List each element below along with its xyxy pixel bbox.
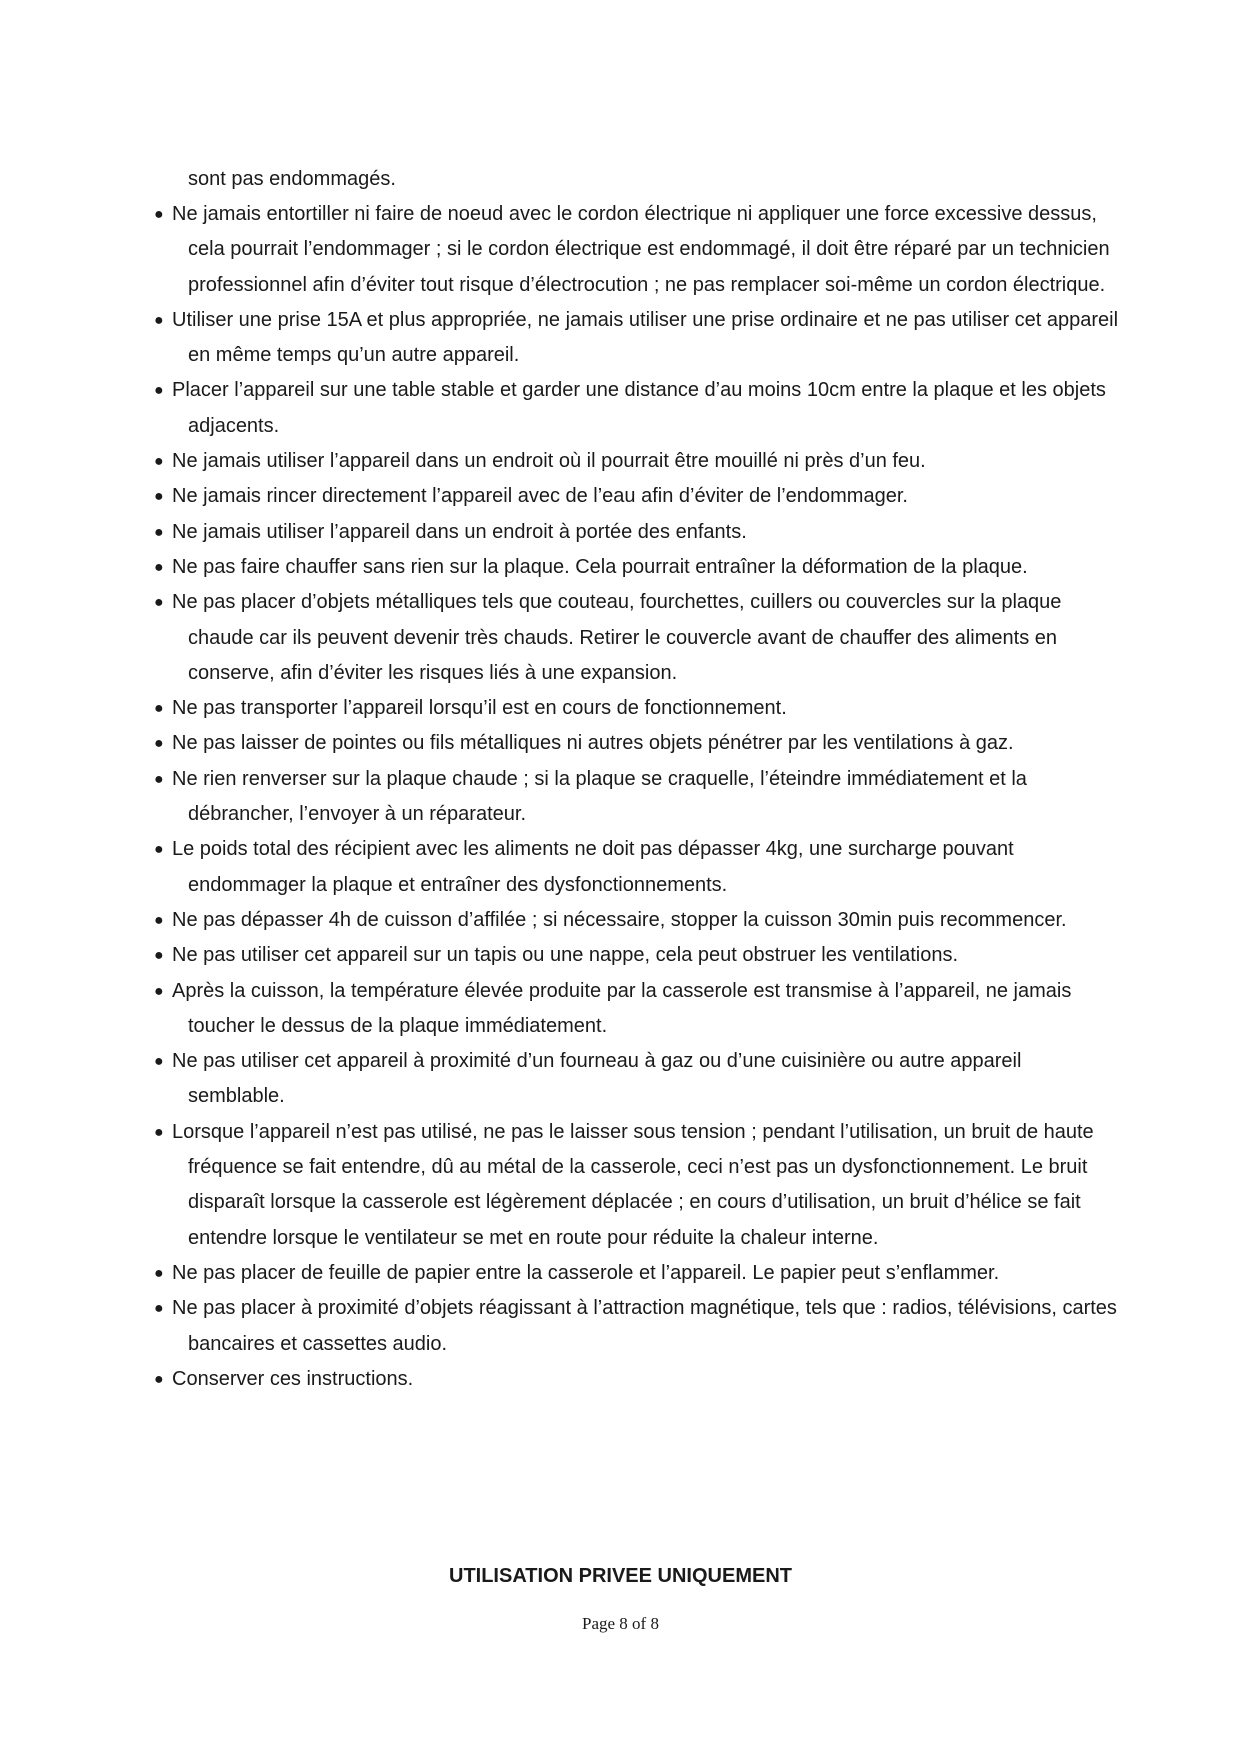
list-item	[150, 1044, 1120, 1115]
list-item	[150, 974, 1120, 1045]
list-item-text: Ne jamais entortiller ni faire de noeud avec le cordon électrique ni appliquer une force excessive dessus, cela pourrait l’endommager ; si le cordon électrique est endommagé, il doit être réparé par un technicien professionnel afin d’éviter tout risque d’électrocution ; ne pas remplacer soi-même un cordon électrique.	[172, 203, 1110, 296]
footer-title: UTILISATION PRIVEE UNIQUEMENT	[449, 1565, 792, 1587]
bullet-icon: ●	[154, 911, 164, 929]
bullet-icon: ●	[154, 311, 164, 329]
list-item-text: Ne pas faire chauffer sans rien sur la plaque. Cela pourrait entraîner la déformation de la plaque.	[172, 555, 1028, 578]
list-item-text: Ne pas dépasser 4h de cuisson d’affilée ; si nécessaire, stopper la cuisson 30min puis recommencer.	[172, 908, 1067, 931]
list-item	[150, 1362, 1120, 1397]
bullet-icon: ●	[154, 947, 164, 965]
bullet-icon: ●	[154, 558, 164, 576]
bullet-icon: ●	[154, 841, 164, 859]
list-item	[150, 303, 1120, 374]
list-item	[150, 479, 1120, 514]
list-item	[150, 373, 1120, 444]
bullet-icon: ●	[154, 1123, 164, 1141]
bullet-icon: ●	[154, 594, 164, 612]
list-item-text: Ne jamais rincer directement l’appareil avec de l’eau afin d’éviter de l’endommager.	[172, 485, 908, 508]
list-item-text: Ne jamais utiliser l’appareil dans un endroit où il pourrait être mouillé ni près d’un feu.	[172, 450, 926, 473]
list-item-text: Ne jamais utiliser l’appareil dans un endroit à portée des enfants.	[172, 520, 747, 543]
list-item-text: Utiliser une prise 15A et plus appropriée, ne jamais utiliser une prise ordinaire et ne pas utiliser cet appareil en même temps qu’un autre appareil.	[172, 308, 1119, 367]
list-item-text: Ne pas utiliser cet appareil à proximité d’un fourneau à gaz ou d’une cuisinière ou autre appareil semblable.	[172, 1050, 1022, 1108]
bullet-icon: ●	[154, 1370, 164, 1388]
list-item-text: Le poids total des récipient avec les aliments ne doit pas dépasser 4kg, une surcharge pouvant endommager la plaque et entraîner des dysfonctionnements.	[172, 838, 1014, 896]
bullet-icon: ●	[154, 488, 164, 506]
bullet-icon: ●	[154, 206, 164, 223]
list-item-text: Après la cuisson, la température élevée produite par la casserole est transmise à l’appareil, ne jamais toucher le dessus de la plaque immédiatement.	[172, 979, 1072, 1037]
list-item-text: Placer l’appareil sur une table stable et garder une distance d’au moins 10cm entre la plaque et les objets adjacents.	[172, 379, 1106, 437]
list-item	[150, 1115, 1120, 1256]
bullet-icon: ●	[154, 1053, 164, 1071]
list-item-text: Ne pas utiliser cet appareil sur un tapis ou une nappe, cela peut obstruer les ventilations.	[172, 944, 959, 967]
bullet-icon: ●	[154, 735, 164, 753]
list-item	[150, 444, 1120, 479]
list-item-text: Ne rien renverser sur la plaque chaude ; si la plaque se craquelle, l’éteindre immédiatement et la débrancher, l’envoyer à un réparateur.	[172, 767, 1027, 826]
list-item	[150, 1256, 1120, 1291]
list-item-text: Ne pas transporter l’appareil lorsqu’il est en cours de fonctionnement.	[172, 697, 787, 720]
bullet-icon: ●	[154, 1300, 164, 1318]
bullet-icon: ●	[154, 770, 164, 788]
list-item	[150, 938, 1120, 973]
list-item	[150, 585, 1120, 691]
list-item	[150, 550, 1120, 585]
bullet-icon: ●	[154, 523, 164, 541]
page-number: Page 8 of 8	[582, 1614, 659, 1633]
list-item	[150, 1291, 1120, 1362]
list-item-text: Ne pas placer d’objets métalliques tels que couteau, fourchettes, cuillers ou couvercles sur la plaque chaude car ils peuvent devenir très chauds. Retirer le couvercle avant de chauffer des aliments en conserve, afin d’éviter les risques liés à une expansion.	[172, 591, 1062, 684]
list-item-text: Conserver ces instructions.	[172, 1367, 414, 1390]
bullet-icon: ●	[154, 453, 164, 471]
list-item	[150, 832, 1120, 903]
bullet-icon: ●	[154, 1264, 164, 1282]
list-item-text: Ne pas laisser de pointes ou fils métalliques ni autres objets pénétrer par les ventilations à gaz.	[172, 732, 1014, 755]
safety-instructions-list	[150, 197, 1120, 1397]
list-item	[150, 762, 1120, 833]
bullet-icon: ●	[154, 700, 164, 718]
list-item	[150, 691, 1120, 726]
bullet-icon: ●	[154, 982, 164, 1000]
list-item	[150, 515, 1120, 550]
list-item-text: Ne pas placer de feuille de papier entre la casserole et l’appareil. Le papier peut s’enflammer.	[172, 1261, 1000, 1284]
list-item	[150, 903, 1120, 938]
bullet-icon: ●	[154, 382, 164, 400]
list-item-text: Lorsque l’appareil n’est pas utilisé, ne pas le laisser sous tension ; pendant l’utilisation, un bruit de haute fréquence se fait entendre, dû au métal de la casserole, ceci n’est pas un dysfonctionnement. Le bruit disparaît lorsque la casserole est légèrement déplacée ; en cours d’utilisation, un bruit d’hélice se fait entendre lorsque le ventilateur se met en route pour réduite la chaleur interne.	[172, 1120, 1094, 1249]
continued-text: sont pas endommagés.	[188, 168, 396, 190]
list-item-text: Ne pas placer à proximité d’objets réagissant à l’attraction magnétique, tels que : radios, télévisions, cartes bancaires et cassettes audio.	[172, 1297, 1117, 1355]
list-item	[150, 726, 1120, 761]
list-item	[150, 197, 1120, 303]
